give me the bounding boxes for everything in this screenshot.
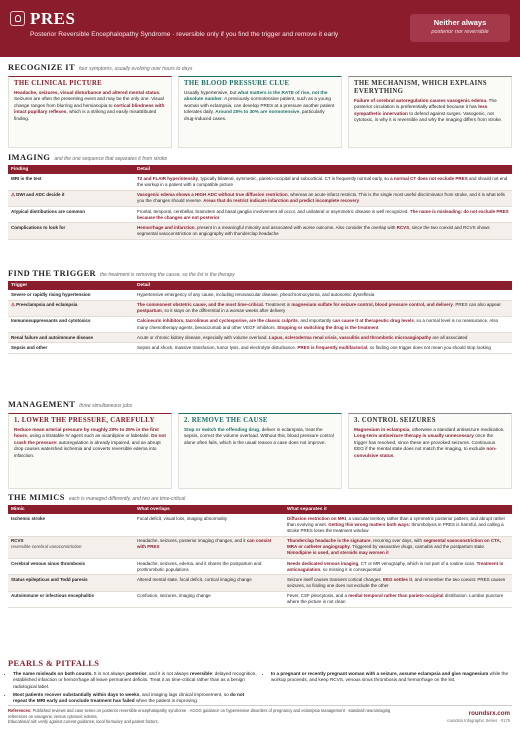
references: References: Published reviews and case series on posterior reversible encephalopathy syndrome · ACOG guidance on hypertensive disorders of pregnancy and eclampsia management · standard neuroimaging references on vasogenic versus cytotoxic edema. Educational aid: verify against current guidance, local formulary and patient factors.	[8, 708, 391, 725]
card-title: THE BLOOD PRESSURE CLUE	[184, 80, 290, 87]
table-row: Immunosuppressants and cytotoxics Calcineurin inhibitors, tacrolimus and cyclosporine, are the classic culprits, and importantly can cause it at therapeutic drug levels, so a normal level is no reassurance. Also many chemotherapy agents, bevacizumab and other VEGF inhibitors. Stopping or switching the drug is the treatment	[8, 316, 512, 332]
col-header: Mimic	[8, 505, 134, 514]
card-body: Usually hypertensive, but what matters is the RATE of rise, not the absolute number. A previously normotensive patient, such as a young woman with eclampsia, can develop PRES at a pressure another patient tolerates daily. Around 20% to 30% are normotensive, particularly drug-induced cases.	[184, 89, 335, 121]
card-control-seizures	[348, 413, 512, 489]
section-heading: RECOGNIZE IT	[8, 63, 75, 72]
badge-subtitle: posterior nor reversible	[431, 28, 489, 35]
card-title: THE MECHANISM, WHICH EXPLAINS EVERYTHING	[354, 80, 487, 95]
pearls-right-list	[266, 671, 512, 685]
table-row: Sepsis and other Sepsis and shock, massive transfusion, tumor lysis, and electrolyte disturbance. PRES is frequently multifactorial, so finding one trigger does not mean you should stop looking	[8, 343, 512, 353]
section-trigger	[8, 268, 235, 279]
footer-divider	[8, 705, 512, 706]
list-item: • Most patients recover substantially within days to weeks, and imaging lags clinical improvement, so do not repeat the MRI early and conclude treatment has failed when the patient is improving.	[13, 692, 258, 705]
pearls-left-list	[8, 671, 258, 706]
section-pearls: PEARLS & PITFALLS	[8, 659, 100, 668]
page-subtitle: Posterior Reversible Encephalopathy Syndrome · reversible only if you find the trigger and remove it early	[30, 31, 339, 38]
card-body: Reduce mean arterial pressure by roughly 20% to 25% in the first hours, using a titratable IV agent such as nicardipine or labetalol. Do not crash the pressure: autoregulation is already impaired, and an abrupt drop causes watershed ischemia and converts reversible edema into infarction.	[14, 426, 166, 458]
section-heading: FIND THE TRIGGER	[8, 269, 96, 278]
table-row: ⚠DWI and ADC decide it Vasogenic edema shows a HIGH ADC without true diffusion restriction, whereas an acute infarct restricts. This is the single most useful discriminator from stroke, and it is what tells you the changes should reverse. Areas that do restrict indicate infarction and predict incomplete recovery	[8, 190, 512, 206]
section-note: three simultaneous jobs	[79, 403, 133, 409]
col-header: Detail	[134, 165, 512, 174]
card-body: Magnesium in eclampsia, otherwise a standard antiseizure medication. Long-term antiseizure therapy is usually unnecessary once the trigger has resolved, since these are provoked seizures. Continuous EEG if the mental state does not match the imaging, to exclude non-convulsive status.	[354, 426, 505, 458]
section-heading: MANAGEMENT	[8, 400, 76, 409]
col-header: Detail	[134, 281, 512, 290]
section-management	[8, 399, 132, 410]
card-title: 3. CONTROL SEIZURES	[354, 417, 436, 424]
table-row: Status epilepticus and Todd paresis Altered mental state, focal deficit, cortical imaging change Seizure itself causes transient cortical changes. EEG settles it, and remember the two coexist: PRES causes seizures, so finding one does not exclude the other	[8, 575, 512, 591]
disclaimer: Educational aid: verify against current guidance, local formulary and patient factors.	[8, 719, 159, 725]
header-badge	[410, 14, 510, 42]
header-banner	[0, 0, 520, 57]
table-row: Severe or rapidly rising hypertension Hypertensive emergency of any cause, including renovascular disease, pheochromocytoma, and autonomic dysreflexia	[8, 290, 512, 300]
card-remove-cause	[178, 413, 342, 489]
table-row: Atypical distributions are common Frontal, temporal, cerebellar, brainstem and basal ganglia involvement all occur, and unilateral or asymmetric disease is well recognized. The name is misleading: do not exclude PRES because the changes are not posterior	[8, 206, 512, 222]
table-row: Ischemic stroke Focal deficit, visual loss, imaging abnormality Diffusion restriction on MRI, a vascular territory rather than a symmetric posterior pattern, and abrupt rather than evolving onset. Getting this wrong matters both ways: thrombolysis in PRES is harmful, and calling a stroke PRES loses the treatment window	[8, 514, 512, 536]
card-blood-pressure	[178, 76, 342, 148]
list-item: • The name misleads on both counts. It is not always posterior, and it is not always reversible: delayed recognition, established infarction or hemorrhage all leave permanent deficits. Treat it as time-critical rather than as a benign radiological label.	[13, 671, 258, 690]
badge-title: Neither always	[433, 18, 487, 27]
footer-brand	[447, 710, 510, 724]
section-heading: THE MIMICS	[8, 493, 65, 502]
col-header: Trigger	[8, 281, 134, 290]
warning-icon: ⚠	[11, 192, 16, 198]
brain-icon	[10, 11, 25, 26]
section-recognize	[8, 62, 192, 73]
section-note: each is managed differently, and two are time-critical	[68, 496, 186, 502]
section-mimics	[8, 492, 185, 503]
table-row: Autoimmune or infectious encephalitis Confusion, seizures, imaging change Fever, CSF pleocytosis, and a medial temporal rather than parieto-occipital distribution. Lumbar puncture where the picture is not clean	[8, 591, 512, 607]
card-title: 2. REMOVE THE CAUSE	[184, 417, 268, 424]
table-row: Renal failure and autoimmune disease Acute or chronic kidney disease, especially with volume overload. Lupus, scleroderma renal crisis, vasculitis and thrombotic microangiopathy are all associated	[8, 333, 512, 343]
table-row: Cerebral venous sinus thrombosis Headache, seizures, edema, and it shares the postpartum and prothrombotic populations Needs dedicated venous imaging, CT or MR venography, which is not part of a routine scan. Treatment is anticoagulation, so missing it is consequential	[8, 559, 512, 575]
section-heading: IMAGING	[8, 153, 51, 162]
section-note: the treatment is removing the cause, so the list is the therapy	[100, 272, 235, 278]
card-lower-pressure	[8, 413, 172, 489]
table-row: RCVS reversible cerebral vasoconstriction Headache, seizures, posterior imaging changes, and it can coexist with PRES Thunderclap headache is the signature, recurring over days, with segmental vasoconstriction on CTA, MRA or catheter angiography. Triggered by vasoactive drugs, cannabis and the postpartum state. Nimodipine is used, and steroids may worsen it	[8, 536, 512, 558]
col-header: What separates it	[284, 505, 512, 514]
mimics-table	[8, 505, 512, 608]
card-body: Failure of cerebral autoregulation causes vasogenic edema. The posterior circulation is preferentially affected because it has less sympathetic innervation to defend against surges. Vasogenic, not cytotoxic, is why it is reversible and why the imaging differs from stroke.	[354, 97, 503, 123]
table-row: MRI is the test T2 and FLAIR hyperintensity, typically bilateral, symmetric, parieto-occipital and subcortical. CT is frequently normal early, so a normal CT does not exclude PRES and should not end the workup in a patient with a compatible picture	[8, 174, 512, 190]
table-row: ⚠Preeclampsia and eclampsia The commonest obstetric cause, and the most time-critical. Treatment is magnesium sulfate for seizure control, blood pressure control, and delivery. PRES can also appear postpartum, so it stays on the differential in a woman weeks after delivery	[8, 300, 512, 316]
series-label: roundsrx Infographic Series · #175	[447, 718, 510, 724]
card-clinical-picture	[8, 76, 172, 148]
card-title: THE CLINICAL PICTURE	[14, 80, 102, 87]
card-body: Headache, seizures, visual disturbance and altered mental status. Seizures are often the presenting event and may be the only one. Visual change ranges from blurring and hemianopia to cortical blindness with intact pupillary reflexes, which is a striking and easily misattributed finding.	[14, 89, 165, 121]
warning-icon: ⚠	[11, 302, 16, 308]
section-note: four symptoms, usually evolving over hours to days	[78, 66, 193, 72]
table-row: Complications to look for Hemorrhage and infarction, present in a meaningful minority and associated with worse outcome. Also consider the overlap with RCVS, since the two coexist and RCVS shows segmental vasoconstriction on angiography with thunderclap headache	[8, 223, 512, 239]
page-title: PRES	[30, 9, 76, 28]
card-mechanism	[348, 76, 512, 148]
trigger-table	[8, 281, 512, 354]
col-header: What overlaps	[134, 505, 284, 514]
list-item: • In a pregnant or recently pregnant woman with a seizure, assume eclampsia and give magnesium while the workup proceeds, and keep RCVS, venous sinus thrombosis and hemorrhage on the list.	[271, 671, 512, 684]
imaging-table	[8, 165, 512, 240]
section-imaging	[8, 152, 167, 163]
card-title: 1. LOWER THE PRESSURE, CAREFULLY	[14, 417, 155, 424]
col-header: Finding	[8, 165, 134, 174]
card-body: Stop or switch the offending drug, deliver in eclampsia, treat the sepsis, correct the volume overload. Without this, blood pressure control alone often fails, which is the usual reason a case does not improve.	[184, 426, 334, 445]
section-note: and the one sequence that separates it from stroke	[54, 156, 168, 162]
site-link[interactable]: roundsrx.com	[468, 710, 510, 717]
